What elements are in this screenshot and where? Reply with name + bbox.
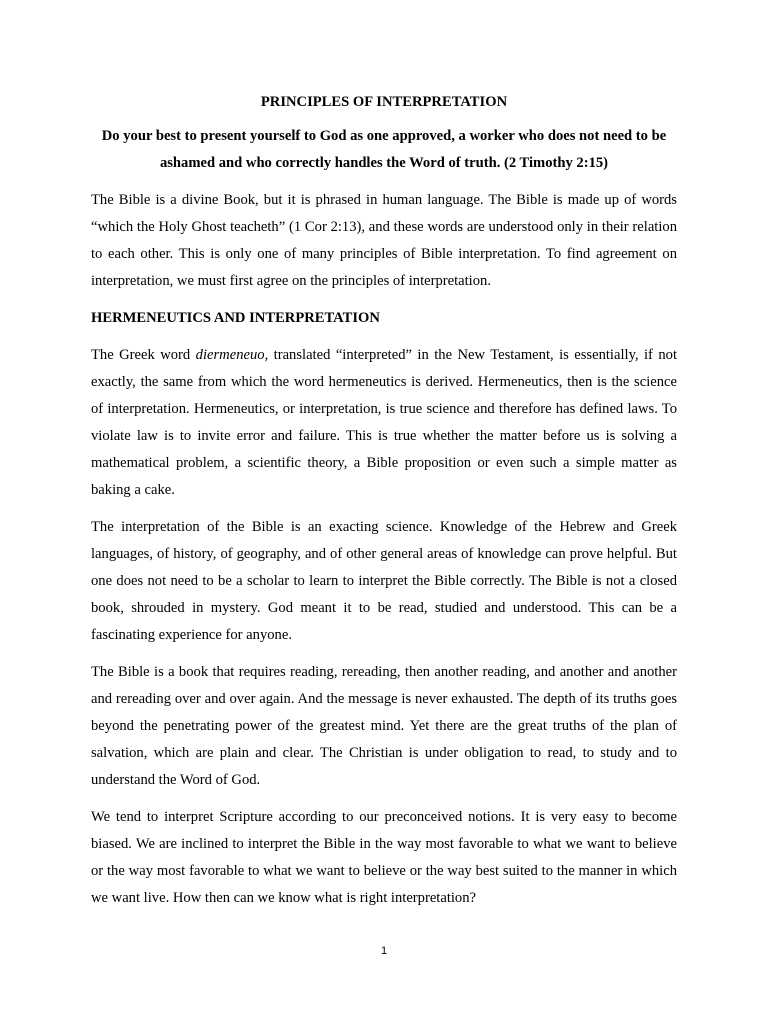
paragraph-hermeneutics <box>91 342 677 504</box>
paragraph-hermeneutics-body: translated “interpreted” in the New Testament, is essentially, if not exactly, the same from which the word hermeneutics is derived. Hermeneutics, then is the science of interpretation. Hermeneutics, or interpretation, is true science and therefore has defined laws. To violate law is to invite error and failure. This is true whether the matter before us is solving a mathematical problem, a scientific theory, a Bible proposition or even such a simple matter as baking a cake. <box>91 347 678 498</box>
paragraph-preconceived-notions: We tend to interpret Scripture according to our preconceived notions. It is very easy to become biased. We are inclined to interpret the Bible in the way most favorable to what we want to believe or the way most favorable to what we want to believe or the way best suited to the manner in which we want live. How then can we know what is right interpretation? <box>91 809 677 906</box>
paragraph-hermeneutics-lead: The Greek word <box>91 347 196 363</box>
section-heading: HERMENEUTICS AND INTERPRETATION <box>91 310 380 326</box>
greek-word-italic: diermeneuo, <box>195 347 269 363</box>
paragraph-rereading: The Bible is a book that requires reading, rereading, then another reading, and another and another and rereading over and over again. And the message is never exhausted. The depth of its truths goes beyond the penetrating power of the greatest mind. Yet there are the great truths of the plan of salvation, which are plain and clear. The Christian is under obligation to read, to study and to understand the Word of God. <box>91 664 677 788</box>
intro-paragraph: The Bible is a divine Book, but it is phrased in human language. The Bible is made up of words “which the Holy Ghost teacheth” (1 Cor 2:13), and these words are understood only in their relation to each other. This is only one of many principles of Bible interpretation. To find agreement on interpretation, we must first agree on the principles of interpretation. <box>91 192 677 289</box>
epigraph-quote: Do your best to present yourself to God as one approved, a worker who does not need to be ashamed and who correctly handles the Word of truth. (2 Timothy 2:15) <box>101 128 667 171</box>
page-content <box>91 92 677 912</box>
page-number: 1 <box>380 945 388 957</box>
paragraph-exacting-science: The interpretation of the Bible is an exacting science. Knowledge of the Hebrew and Greek languages, of history, of geography, and of other general areas of knowledge can prove helpful. But one does not need to be a scholar to learn to interpret the Bible correctly. The Bible is not a closed book, shrouded in mystery. God meant it to be read, studied and understood. This can be a fascinating experience for anyone. <box>91 519 677 643</box>
document-title: PRINCIPLES OF INTERPRETATION <box>260 94 508 110</box>
